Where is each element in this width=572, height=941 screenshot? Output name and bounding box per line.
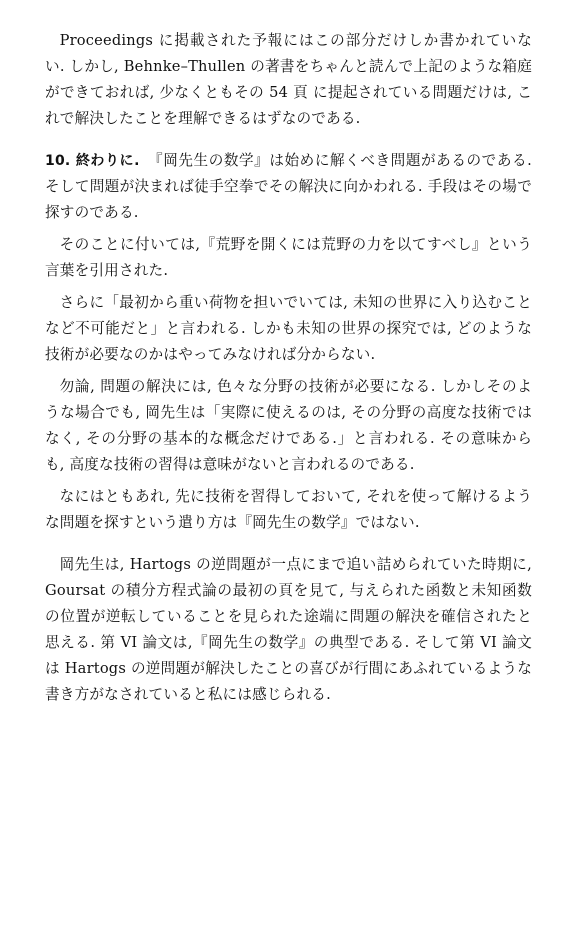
paragraph-kouya: そのことに付いては,『荒野を開くには荒野の力を以てすべし』という言葉を引用された. xyxy=(45,236,532,279)
section-10-text: 『岡先生の数学』は始めに解くべき問題があるのである. そして問題が決まれば徒手空拳でその解決に向かわれる. 手段はその場で探すのである. xyxy=(45,152,532,221)
section-10-paragraph xyxy=(45,148,532,226)
paragraph-omoi-nimotsu: さらに「最初から重い荷物を担いでいては, 未知の世界に入り込むことなど不可能だと」と言われる. しかも未知の世界の探究では, どのような技術が必要なのかはやってみなければ分からない. xyxy=(45,294,532,363)
paragraph-hartogs: 岡先生は, Hartogs の逆問題が一点にまで追い詰められていた時期に, Goursat の積分方程式論の最初の頁を見て, 与えられた函数と未知函数の位置が逆転していることを見られた途端に問題の解決を確信されたと思える. 第 VI 論文は,『岡先生の数学』の典型である. そして第 VI 論文は Hartogs の逆問題が解決したことの喜びが行間にあふれているような書き方がなされていると私には感じられる. xyxy=(45,556,532,703)
document-page xyxy=(45,28,532,708)
paragraph-proceedings: Proceedings に掲載された予報にはこの部分だけしか書かれていない. しかし, Behnke–Thullen の著書をちゃんと読んで上記のような箱庭ができておれば, 少なくともその 54 頁 に提起されている問題だけは, これで解決したことを理解できるはずなのである. xyxy=(45,32,532,127)
paragraph-yarikata: なにはともあれ, 先に技術を習得しておいて, それを使って解けるような問題を探すという遣り方は『岡先生の数学』ではない. xyxy=(45,488,532,531)
section-heading: 10. 終わりに. xyxy=(45,153,140,169)
paragraph-gijutsu: 勿論, 問題の解決には, 色々な分野の技術が必要になる. しかしそのような場合でも, 岡先生は「実際に使えるのは, その分野の高度な技術ではなく, その分野の基本的な概念だけである.」と言われる. その意味からも, 高度な技術の習得は意味がないと言われるのである. xyxy=(45,378,532,473)
